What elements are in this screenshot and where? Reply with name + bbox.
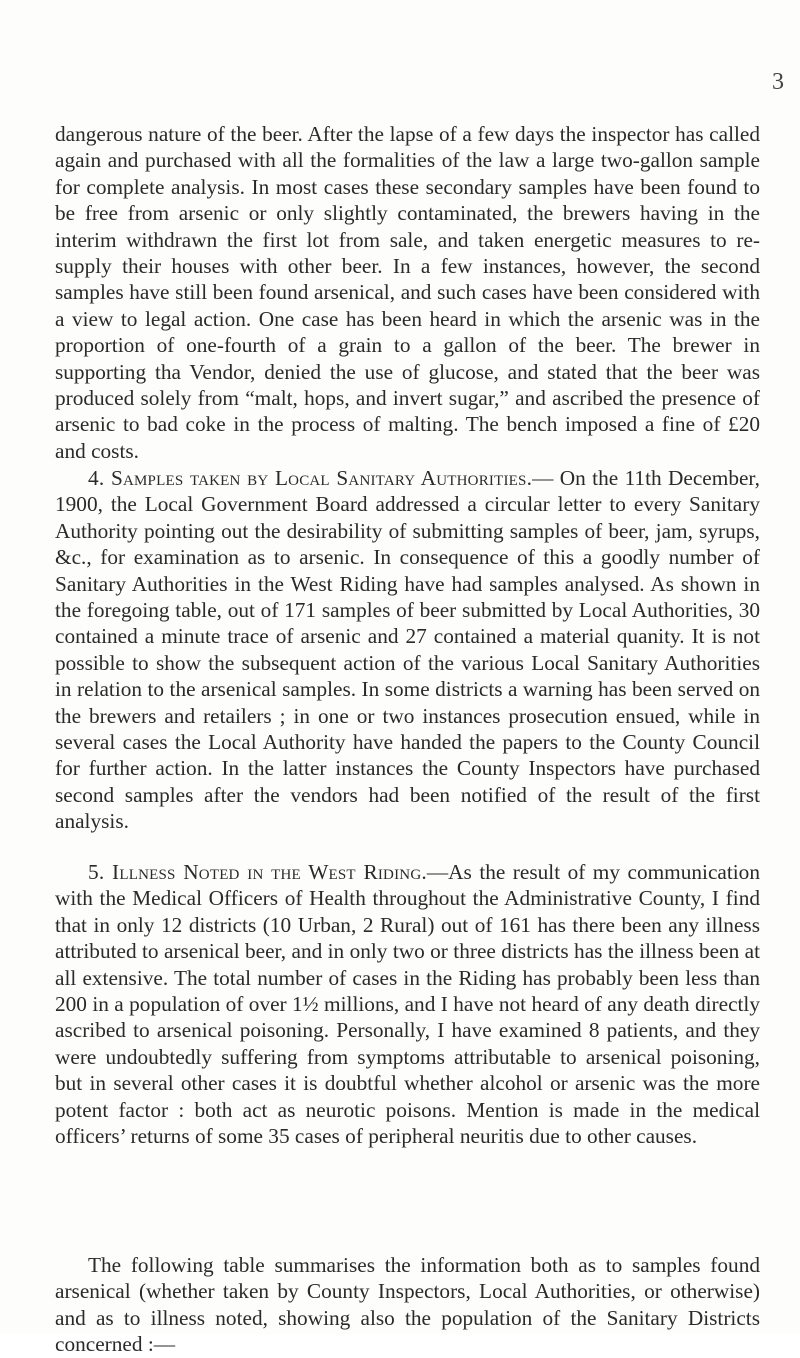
- paragraph-body: [55, 859, 760, 1149]
- paragraph-continuation: [55, 121, 760, 464]
- section-heading-4: 4. Samples taken by Local Sanitary Authorities.: [88, 466, 533, 490]
- paragraph-body: [55, 465, 760, 835]
- paragraph-illness-noted: [55, 859, 760, 1149]
- section-text-5: —As the result of my communication with the Medical Officers of Health throughout the Administrative County, I find that in only 12 districts (10 Urban, 2 Rural) out of 161 has there been any illness attributed to arsenical beer, and in only two or three districts has the illness been at all extensive. The total number of cases in the Riding has probably been less than 200 in a population of over 1½ millions, and I have not heard of any death directly ascribed to arsenical poisoning. Personally, I have examined 8 patients, and they were undoubtedly suffering from symptoms attributable to arsenical poisoning, but in several other cases it is doubtful whether alcohol or arsenic was the more potent factor : both act as neurotic poisons. Mention is made in the medical officers’ returns of some 35 cases of peripheral neuritis due to other causes.: [55, 860, 760, 1149]
- paragraph-text: The following table summarises the information both as to samples found arsenical (whether taken by County Inspectors, Local Authorities, or otherwise) and as to illness noted, showing also the population of the Sanitary Districts concerned :—: [55, 1253, 760, 1357]
- section-heading-5: 5. Illness Noted in the West Riding.: [88, 860, 427, 884]
- paragraph-text: dangerous nature of the beer. After the lapse of a few days the inspector has called again and purchased with all the formalities of the law a large two-gallon sample for complete analysis. In most cases these secondary samples have been found to be free from arsenic or only slightly contaminated, the brewers having in the interim withdrawn the first lot from sale, and taken energetic measures to re-supply their houses with other beer. In a few instances, however, the second samples have still been found arsenical, and such cases have been considered with a view to legal action. One case has been heard in which the arsenic was in the proportion of one-fourth of a grain to a gallon of the beer. The brewer in supporting tha Vendor, denied the use of glucose, and stated that the beer was produced solely from “malt, hops, and invert sugar,” and ascribed the presence of arsenic to bad coke in the process of malting. The bench imposed a fine of £20 and costs.: [55, 122, 760, 463]
- page-number: 3: [772, 69, 784, 95]
- paragraph-local-sanitary-authorities: [55, 465, 760, 835]
- section-text-4: — On the 11th December, 1900, the Local Government Board addressed a circular letter to every Sanitary Authority pointing out the desirability of submitting samples of beer, jam, syrups, &c., for examination as to arsenic. In consequence of this a goodly number of Sanitary Authorities in the West Riding have had samples analysed. As shown in the foregoing table, out of 171 samples of beer submitted by Local Authorities, 30 contained a minute trace of arsenic and 27 contained a material quanity. It is not possible to show the subsequent action of the various Local Sanitary Authorities in relation to the arsenical samples. In some districts a warning has been served on the brewers and retailers ; in one or two instances prosecution ensued, while in several cases the Local Authority have handed the papers to the County Council for further action. In the latter instances the County Inspectors have purchased second samples after the vendors had been notified of the result of the first analysis.: [55, 466, 760, 834]
- paragraph-table-intro: [55, 1252, 760, 1358]
